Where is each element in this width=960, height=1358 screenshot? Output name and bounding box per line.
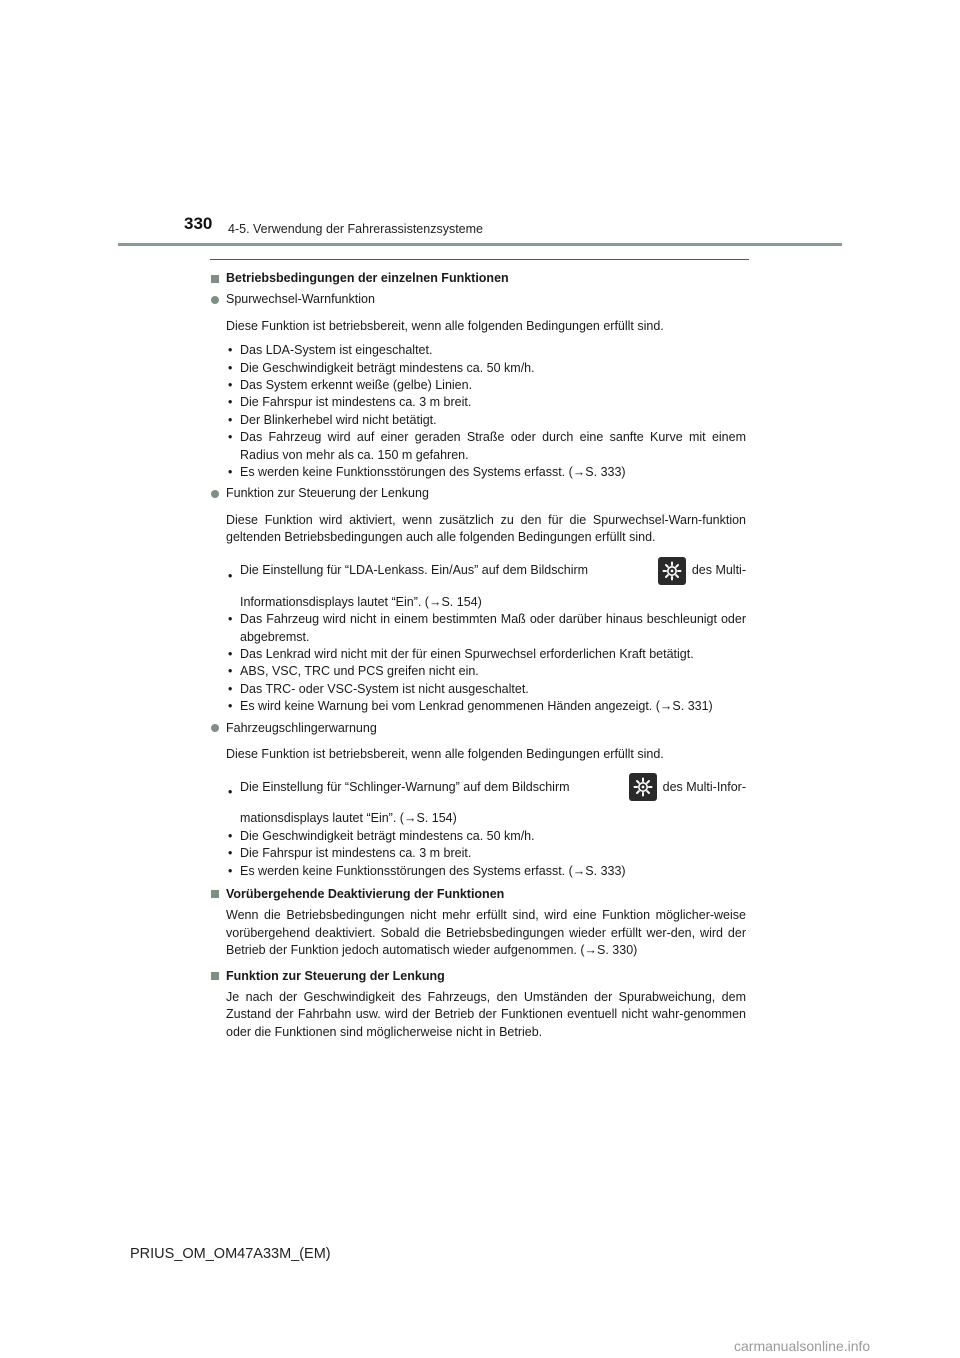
list-item: • Das Fahrzeug wird auf einer geraden Straße oder durch eine sanfte Kurve mit einem Radius von mehr als ca. 150 m gefahren.: [228, 430, 746, 462]
paragraph: Diese Funktion wird aktiviert, wenn zusätzlich zu den für die Spurwechsel-Warn-funktion geltenden Betriebsbedingungen auch alle folgenden Bedingungen erfüllt sind.: [226, 512, 746, 545]
gear-settings-icon: [629, 773, 657, 801]
section-top-rule: [210, 259, 749, 260]
gear-settings-icon: [658, 557, 686, 585]
list-item: • Es werden keine Funktionsstörungen des Systems erfasst. (→S. 333): [228, 465, 626, 480]
list-item: • Die Fahrspur ist mindestens ca. 3 m breit.: [228, 846, 472, 861]
paragraph: Diese Funktion ist betriebsbereit, wenn alle folgenden Bedingungen erfüllt sind.: [226, 318, 664, 333]
section-heading-operating-conditions: Betriebsbedingungen der einzelnen Funktionen: [210, 270, 746, 287]
chapter-title: 4-5. Verwendung der Fahrerassistenzsysteme: [228, 222, 483, 236]
section-heading-temporary-deactivation: Vorübergehende Deaktivierung der Funktionen: [210, 886, 746, 903]
paragraph: Diese Funktion ist betriebsbereit, wenn alle folgenden Bedingungen erfüllt sind.: [226, 746, 664, 761]
square-bullet-icon: [211, 890, 219, 898]
document-code: PRIUS_OM_OM47A33M_(EM): [130, 1246, 331, 1262]
list-item: • Es wird keine Warnung bei vom Lenkrad genommenen Händen angezeigt. (→S. 331): [228, 699, 713, 714]
subheading-steering-control: Funktion zur Steuerung der Lenkung: [210, 485, 746, 502]
circle-bullet-icon: [211, 490, 219, 498]
list-item: • Das LDA-System ist eingeschaltet.: [228, 343, 433, 358]
list-item: • Es werden keine Funktionsstörungen des Systems erfasst. (→S. 333): [228, 863, 626, 878]
subheading-sway-warning: Fahrzeugschlingerwarnung: [210, 720, 746, 737]
list-item: • Die Fahrspur ist mindestens ca. 3 m breit.: [228, 395, 472, 410]
condition-list: [210, 770, 746, 880]
circle-bullet-icon: [211, 724, 219, 732]
list-item: • Die Geschwindigkeit beträgt mindestens ca. 50 km/h.: [228, 360, 535, 375]
list-item: • Das Fahrzeug wird nicht in einem bestimmten Maß oder darüber hinaus beschleunigt oder abgebremst.: [228, 612, 746, 644]
header-rule: [118, 243, 842, 246]
square-bullet-icon: [211, 972, 219, 980]
subheading-lane-departure-warning: Spurwechsel-Warnfunktion: [210, 291, 746, 308]
list-item: • Das Lenkrad wird nicht mit der für einen Spurwechsel erforderlichen Kraft betätigt.: [228, 646, 694, 661]
list-item-with-icon: • Die Einstellung für “Schlinger-Warnung” auf dem Bildschirm des Multi-Infor- mationsdisplays lautet “Ein”. (→S. 154): [226, 770, 746, 827]
paragraph: Je nach der Geschwindigkeit des Fahrzeugs, den Umständen der Spurabweichung, dem Zustand der Fahrbahn usw. wird der Betrieb der Funktionen eventuell nicht wahr-genommen oder die Funktionen sind möglicherweise nicht in Betrieb.: [226, 990, 746, 1039]
list-item: • Der Blinkerhebel wird nicht betätigt.: [228, 412, 437, 427]
list-item: • Das System erkennt weiße (gelbe) Linien.: [228, 378, 473, 393]
circle-bullet-icon: [211, 296, 219, 304]
list-item-with-icon: • Die Einstellung für “LDA-Lenkass. Ein/Aus” auf dem Bildschirm des Multi- Informationsdisplays lautet “Ein”. (→S. 154): [226, 554, 746, 611]
square-bullet-icon: [211, 275, 219, 283]
paragraph: Wenn die Betriebsbedingungen nicht mehr erfüllt sind, wird eine Funktion möglicher-weise vorübergehend deaktiviert. Sobald die Betriebsbedingungen wieder erfüllt wer-den, wird der Betrieb der Funktion jedoch automatisch wieder aufgenommen. (→S. 330): [226, 908, 746, 958]
section-heading-steering-control: Funktion zur Steuerung der Lenkung: [210, 968, 746, 985]
list-item: • Die Geschwindigkeit beträgt mindestens ca. 50 km/h.: [228, 828, 535, 843]
list-item: • Das TRC- oder VSC-System ist nicht ausgeschaltet.: [228, 681, 529, 696]
page-number: 330: [184, 214, 213, 233]
condition-list: [210, 342, 746, 481]
page-content: [210, 266, 746, 1041]
watermark: carmanualsonline.info: [734, 1338, 871, 1354]
condition-list: [210, 554, 746, 716]
list-item: • ABS, VSC, TRC und PCS greifen nicht ein.: [228, 664, 479, 679]
